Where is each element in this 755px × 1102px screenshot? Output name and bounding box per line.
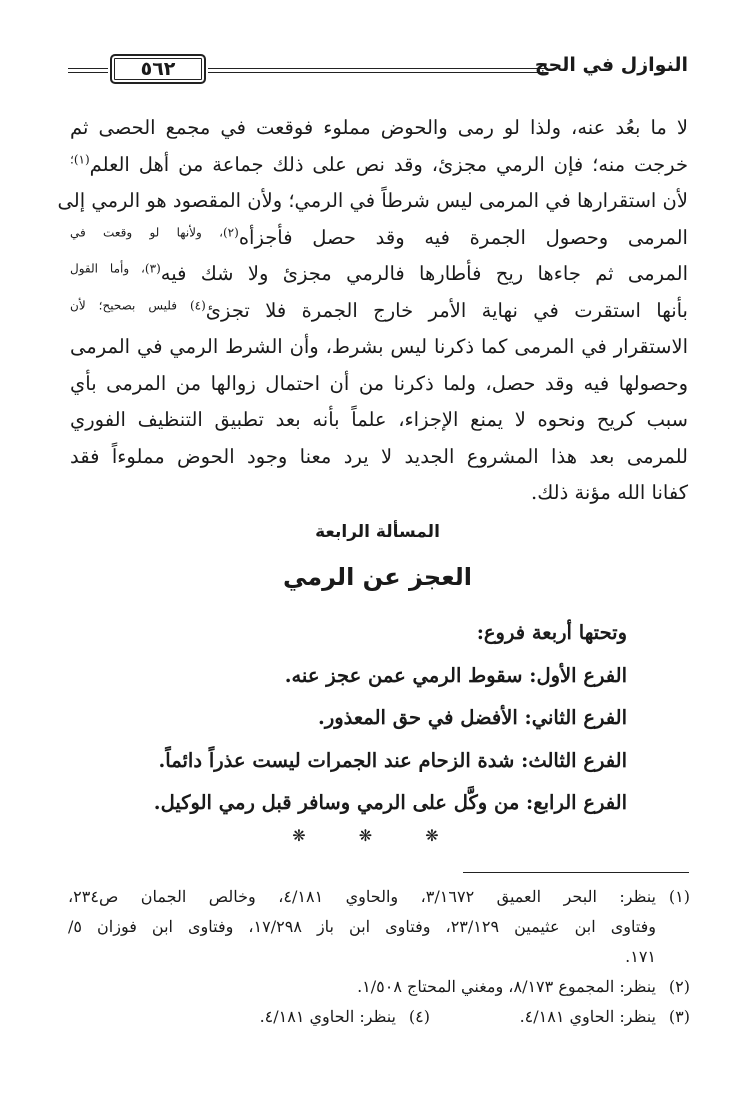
footnote-ref-3[interactable]: (٣)، وأما القول	[70, 261, 161, 276]
footnote-text: ينظر: الحاوي ٤/١٨١.	[259, 1007, 396, 1026]
body-line: لا ما بعُد عنه، ولذا لو رمى والحوض مملوء فوقعت في مجمع الحصى ثم	[70, 116, 688, 139]
body-line: المرمى وحصول الجمرة فيه وقد حصل فأجزأه$^{(٢)، ولأنها لو وقعت في}$	[70, 225, 688, 249]
body-line: خرجت منه؛ فإن الرمي مجزئ، وقد نص على ذلك جماعة من أهل العلم$^{(١)؛}$	[70, 152, 688, 176]
body-line: المرمى ثم جاءها ريح فأطارها فالرمي مجزئ ولا شك فيه$^{(٣)، وأما القول}$	[70, 261, 689, 285]
body-line: كفانا الله مؤنة ذلك.	[531, 481, 688, 504]
footnote-number: (٢)	[668, 977, 690, 996]
footnote-separator	[463, 872, 689, 873]
body-line: بأنها استقرت في نهاية الأمر خارج الجمرة فلا تجزئ$^{(٤) فليس بصحيح؛ لأن}$	[70, 298, 688, 322]
body-line: سبب كريح ونحوه لا يمنع الإجزاء، علماً بأنه بعد تطبيق التنظيف الفوري	[70, 408, 688, 431]
body-line: للمرمى بعد هذا المشروع الجديد لا يرد معنا وجود الحوض مملوءاً فقد	[70, 444, 688, 468]
footnote-number: (٣)	[668, 1007, 690, 1026]
branch-item-4: الفرع الرابع: من وكَّل على الرمي وسافر قبل رمي الوكيل.	[153, 791, 627, 814]
branches-list	[67, 612, 627, 825]
header-rule	[208, 68, 548, 73]
section-divider-stars: ❋ ❋ ❋	[292, 826, 463, 845]
footnote-row-3-4	[68, 1002, 690, 1032]
footnote-number: (٤)	[408, 1007, 430, 1026]
footnote-ref-1[interactable]: (١)؛	[70, 152, 90, 166]
footnote-number: (١)	[668, 887, 690, 906]
branch-item-1: الفرع الأول: سقوط الرمي عمن عجز عنه.	[284, 663, 627, 687]
footnote-2	[68, 972, 690, 1002]
footnote-3	[430, 1002, 690, 1032]
running-header	[68, 52, 688, 82]
header-rule-left	[68, 68, 108, 73]
footnote-ref-2[interactable]: (٢)، ولأنها لو وقعت في	[70, 225, 239, 239]
footnote-text: ينظر: المجموع ٨/١٧٣، ومغني المحتاج ١/٥٠٨.	[357, 977, 656, 996]
section-label: المسألة الرابعة	[315, 522, 440, 542]
header-title: النوازل في الحج	[534, 54, 688, 76]
branch-item-2: الفرع الثاني: الأفضل في حق المعذور.	[318, 706, 627, 729]
section-title: العجز عن الرمي	[282, 563, 473, 591]
footnote-text: وفتاوى ابن عثيمين ٢٣/١٢٩، وفتاوى ابن باز ١٧/٢٩٨، وفتاوى ابن فوزان ٥/	[68, 917, 657, 936]
footnote-1	[68, 882, 690, 912]
footnote-4	[170, 1002, 430, 1032]
footnote-text: ينظر: الحاوي ٤/١٨١.	[519, 1007, 656, 1026]
footnotes	[68, 882, 690, 1032]
branches-intro: وتحتها أربعة فروع:	[476, 621, 627, 644]
body-line: وحصولها فيه وقد حصل، ولما ذكرنا من أن احتمال زوالها من المرمى بأي	[70, 371, 688, 395]
footnote-text: ينظر: البحر العميق ٣/١٦٧٢، والحاوي ٤/١٨١، وخالص الجمان ص٢٣٤،	[68, 887, 656, 906]
page-number: ٥٦٢	[110, 54, 206, 84]
body-line: الاستقرار في المرمى كما ذكرنا ليس بشرط، وأن الشرط الرمي في المرمى	[70, 335, 688, 358]
footnote-text: ١٧١.	[625, 947, 656, 966]
body-paragraph	[57, 110, 689, 512]
branch-item-3: الفرع الثالث: شدة الزحام عند الجمرات ليست عذراً دائماً.	[158, 748, 627, 772]
footnote-ref-4[interactable]: (٤) فليس بصحيح؛ لأن	[70, 298, 206, 312]
body-line: لأن استقرارها في المرمى ليس شرطاً في الرمي؛ ولأن المقصود هو الرمي إلى	[57, 189, 688, 212]
